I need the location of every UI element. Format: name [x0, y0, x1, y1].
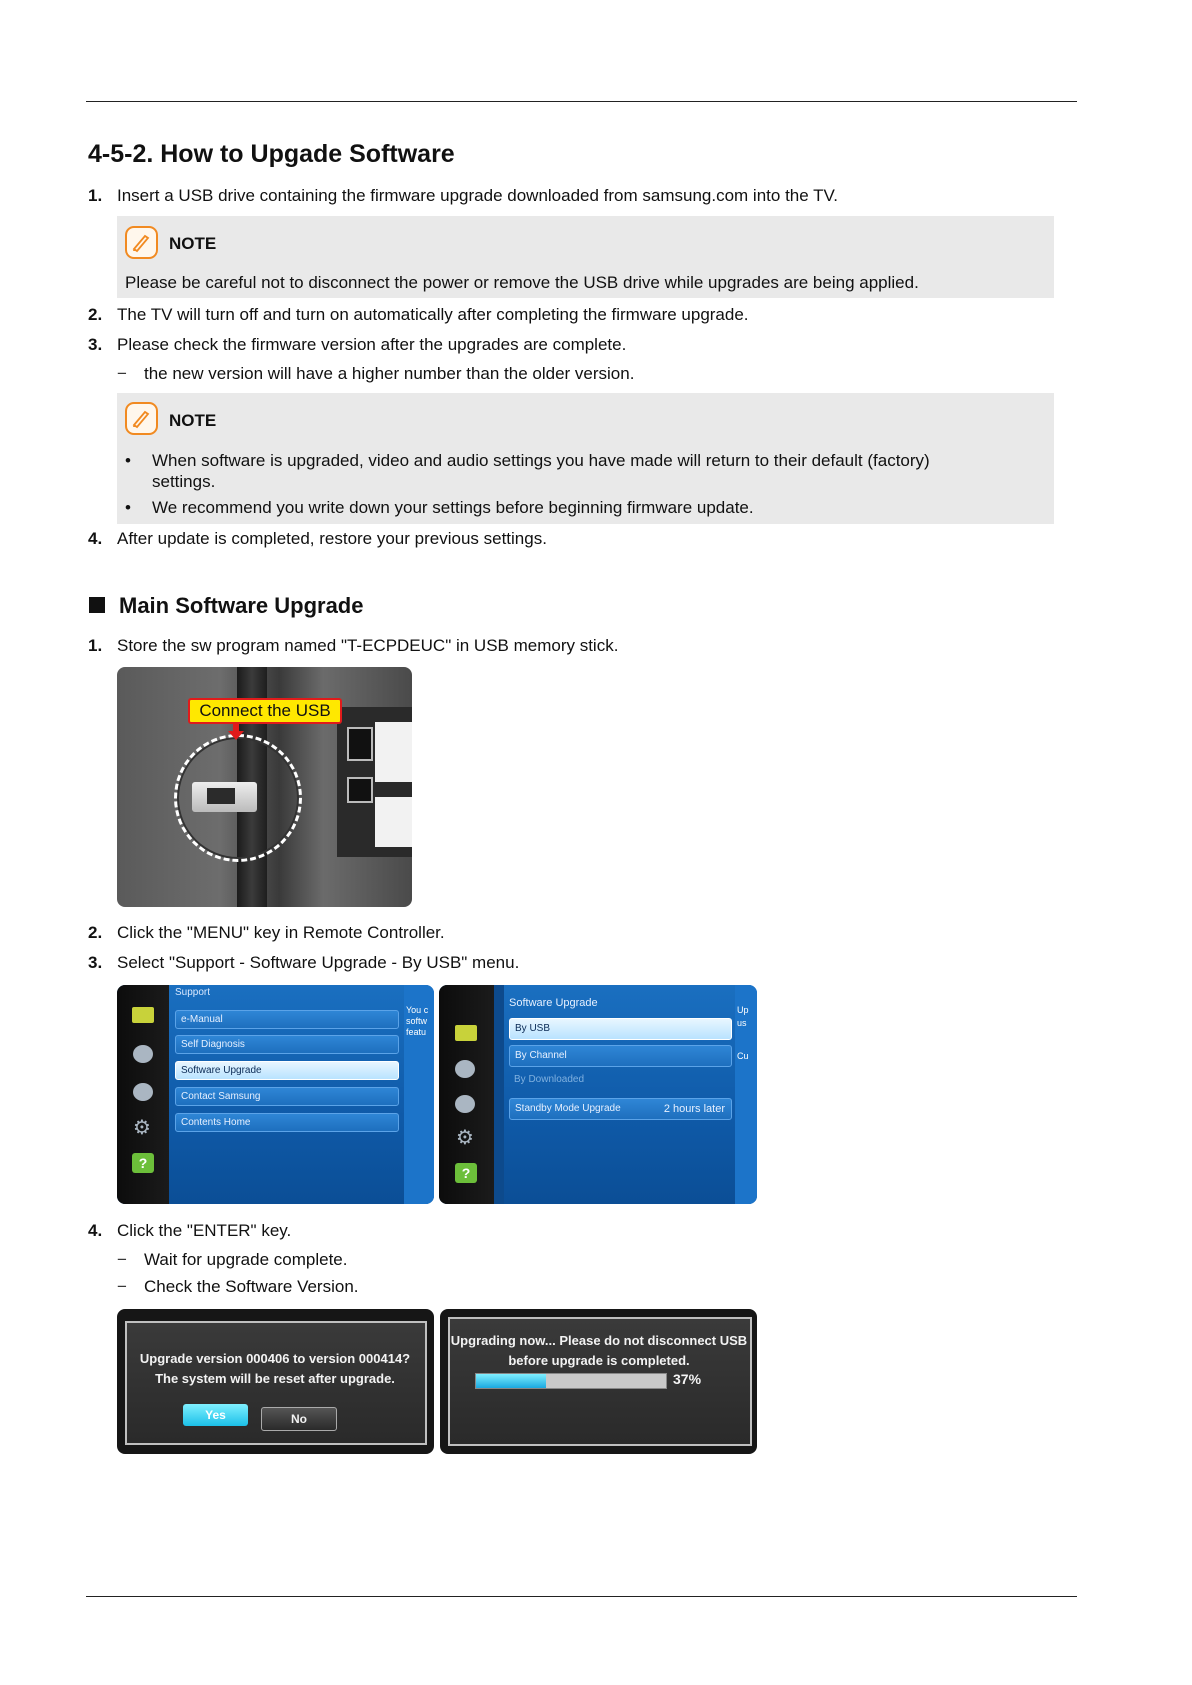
menu-item-by-downloaded: By Downloaded — [514, 1074, 585, 1085]
confirm-dialog-photo — [117, 1309, 434, 1454]
support-help-icon: ? — [455, 1163, 477, 1183]
tv-menu-sidebar — [439, 985, 494, 1204]
menu-item-self-diagnosis[interactable]: Self Diagnosis — [175, 1035, 399, 1054]
broadcast-icon — [455, 1095, 475, 1113]
step-number: 1. — [88, 636, 103, 655]
section-title: 4-5-2. How to Upgade Software — [88, 140, 455, 168]
step-3 — [88, 335, 1078, 355]
gear-icon: ⚙ — [133, 1117, 151, 1139]
step-1 — [88, 186, 1078, 206]
square-bullet-icon — [89, 597, 105, 613]
sound-icon — [455, 1060, 475, 1078]
menu-item-e-manual[interactable]: e-Manual — [175, 1010, 399, 1029]
step-4 — [88, 529, 1078, 549]
arrow-down-icon — [228, 722, 244, 740]
usb-stick-connector — [207, 788, 235, 804]
menu-divider — [494, 985, 504, 1204]
step-text: Store the sw program named "T-ECPDEUC" in USB memory stick. — [117, 636, 619, 655]
menu-title: Support — [175, 987, 211, 998]
step-number: 1. — [88, 186, 103, 205]
step-text: Insert a USB drive containing the firmware upgrade downloaded from samsung.com into the TV. — [117, 186, 838, 205]
dialog-line-2: before upgrade is completed. — [508, 1353, 690, 1368]
menu-item-contact-samsung[interactable]: Contact Samsung — [175, 1087, 399, 1106]
note-title: NOTE — [169, 234, 217, 253]
support-help-icon: ? — [132, 1153, 154, 1173]
main-step-1 — [88, 636, 1078, 656]
note-bullet — [125, 450, 1025, 494]
gear-icon: ⚙ — [456, 1127, 474, 1149]
heading-text: Main Software Upgrade — [119, 593, 364, 618]
yes-button[interactable]: Yes — [183, 1404, 248, 1426]
step-text: Please check the firmware version after the upgrades are complete. — [117, 335, 627, 354]
menu-side-panel — [404, 985, 434, 1204]
step-number: 2. — [88, 305, 103, 324]
step-number: 3. — [88, 953, 103, 972]
sub-text: Check the Software Version. — [144, 1277, 359, 1296]
broadcast-icon — [133, 1083, 153, 1101]
menu-item-by-usb[interactable]: By USB — [509, 1018, 732, 1040]
main-upgrade-heading — [89, 593, 363, 619]
support-menu-photo — [117, 985, 434, 1204]
main-step-4-sub — [117, 1277, 1017, 1297]
progress-bar-fill — [476, 1374, 546, 1388]
main-step-4 — [88, 1221, 1078, 1241]
step-text: Select "Support - Software Upgrade - By USB" menu. — [117, 953, 520, 972]
dash-mark: − — [117, 1277, 127, 1296]
tv-menu-sidebar — [117, 985, 169, 1204]
progress-dialog-photo — [440, 1309, 757, 1454]
step-text: Click the "ENTER" key. — [117, 1221, 292, 1240]
usb-port-icon — [347, 777, 373, 803]
dialog-line-1: Upgrade version 000406 to version 000414? — [139, 1351, 411, 1366]
note-title: NOTE — [169, 411, 217, 430]
step-3-sub — [117, 364, 1017, 384]
sub-text: the new version will have a higher number than the older version. — [144, 364, 635, 383]
dash-mark: − — [117, 1250, 127, 1269]
menu-item-contents-home[interactable]: Contents Home — [175, 1113, 399, 1132]
side-text: us — [737, 1018, 747, 1028]
progress-percent: 37% — [673, 1371, 702, 1387]
bullet-text: When software is upgraded, video and audio settings you have made will return to their default (factory) settings. — [152, 451, 930, 491]
note-pencil-icon — [125, 402, 158, 435]
menu-item-by-channel[interactable]: By Channel — [509, 1045, 732, 1067]
header-rule — [86, 101, 1077, 102]
picture-icon — [455, 1025, 477, 1041]
side-text: Up — [737, 1005, 749, 1015]
step-text: Click the "MENU" key in Remote Controller. — [117, 923, 445, 942]
main-step-2 — [88, 923, 1078, 943]
port-label — [375, 797, 412, 847]
dialog-line-2: The system will be reset after upgrade. — [155, 1371, 395, 1386]
sub-text: Wait for upgrade complete. — [144, 1250, 348, 1269]
footer-rule — [86, 1596, 1077, 1597]
note-box — [117, 393, 1054, 524]
side-text: softw — [406, 1016, 428, 1026]
step-number: 4. — [88, 1221, 103, 1240]
connect-usb-callout: Connect the USB — [188, 698, 342, 724]
bullet-mark: • — [125, 451, 131, 470]
standby-label: Standby Mode Upgrade — [515, 1103, 621, 1114]
main-step-4-sub — [117, 1250, 1017, 1270]
side-text: You c — [406, 1005, 429, 1015]
software-upgrade-menu-photo — [439, 985, 757, 1204]
note-bullet — [125, 497, 1025, 518]
menu-title: Software Upgrade — [509, 997, 598, 1009]
bullet-text: We recommend you write down your settings before beginning firmware update. — [152, 498, 754, 517]
port-label — [375, 722, 412, 782]
standby-value: 2 hours later — [663, 1103, 725, 1115]
side-text: featu — [406, 1027, 427, 1037]
step-number: 2. — [88, 923, 103, 942]
progress-bar — [475, 1373, 667, 1389]
step-2 — [88, 305, 1078, 325]
bullet-mark: • — [125, 498, 131, 517]
step-text: The TV will turn off and turn on automatically after completing the firmware upgrade. — [117, 305, 749, 324]
note-text: Please be careful not to disconnect the power or remove the USB drive while upgrades are being applied. — [125, 273, 919, 292]
no-button[interactable]: No — [261, 1407, 337, 1431]
sound-icon — [133, 1045, 153, 1063]
menu-item-standby-mode-upgrade[interactable] — [509, 1098, 732, 1120]
side-text: Cu — [737, 1051, 749, 1061]
dialog-line-1: Upgrading now... Please do not disconnect USB — [450, 1333, 748, 1348]
note-pencil-icon — [125, 226, 158, 259]
note-box — [117, 216, 1054, 298]
dash-mark: − — [117, 364, 127, 383]
menu-side-panel — [735, 985, 757, 1204]
main-step-3 — [88, 953, 1078, 973]
step-text: After update is completed, restore your previous settings. — [117, 529, 547, 548]
step-number: 4. — [88, 529, 103, 548]
menu-item-software-upgrade[interactable]: Software Upgrade — [175, 1061, 399, 1080]
hdmi-port-icon — [347, 727, 373, 761]
usb-connection-photo — [117, 667, 412, 907]
picture-icon — [132, 1007, 154, 1023]
step-number: 3. — [88, 335, 103, 354]
